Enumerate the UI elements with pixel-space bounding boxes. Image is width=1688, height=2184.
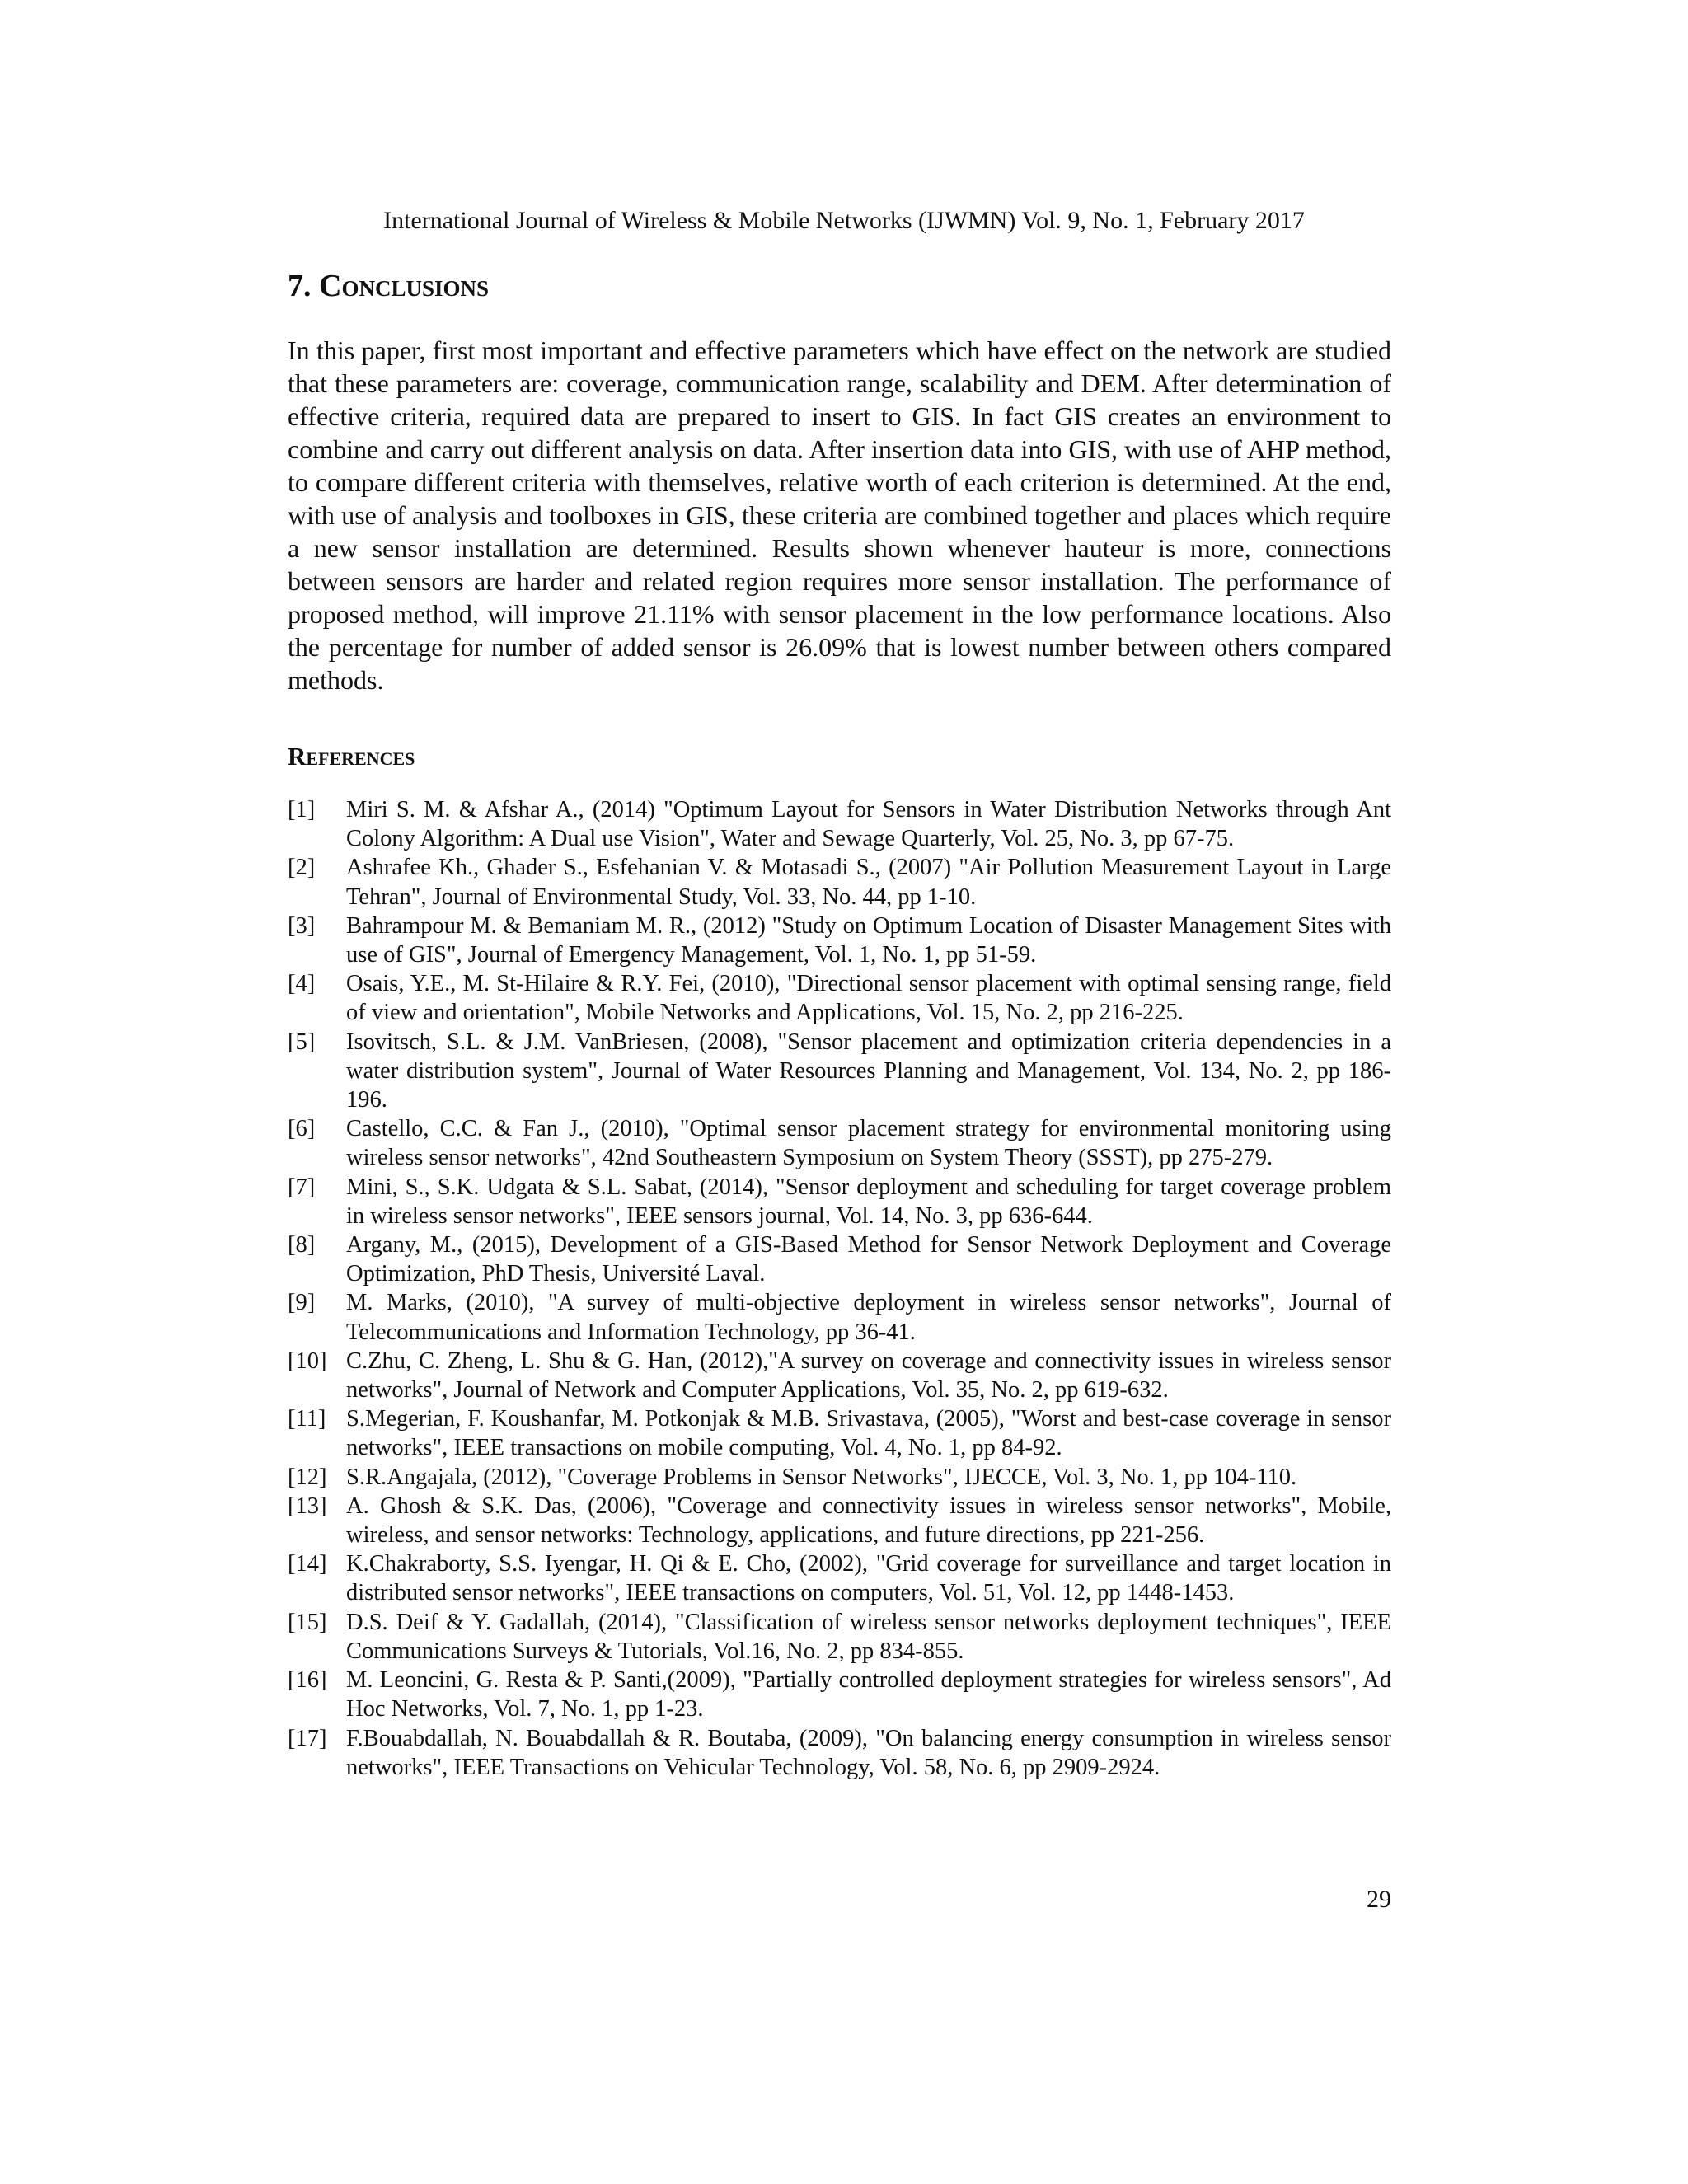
reference-text: Bahrampour M. & Bemaniam M. R., (2012) "Study on Optimum Location of Disaster Management Sites with use of GIS", Journal of Emergency Management, Vol. 1, No. 1, pp 51-59. xyxy=(346,912,1391,968)
reference-item xyxy=(288,1463,1391,1492)
reference-number: [9] xyxy=(288,1290,316,1316)
reference-item xyxy=(288,1028,1391,1115)
section-heading-conclusions xyxy=(288,265,1391,307)
reference-item xyxy=(288,912,1391,969)
section-title: Conclusions xyxy=(319,269,489,303)
running-header: International Journal of Wireless & Mobile Networks (IJWMN) Vol. 9, No. 1, February 2017 xyxy=(383,207,1305,234)
reference-number: [12] xyxy=(288,1464,327,1490)
reference-number: [3] xyxy=(288,912,316,939)
page-content xyxy=(288,265,1391,1782)
reference-text: A. Ghosh & S.K. Das, (2006), "Coverage and connectivity issues in wireless sensor networks", Mobile, wireless, and sensor networks: Technology, applications, and future directions, pp 221-256. xyxy=(346,1493,1391,1549)
reference-number: [1] xyxy=(288,797,316,823)
reference-number: [11] xyxy=(288,1406,326,1432)
reference-text: S.Megerian, F. Koushanfar, M. Potkonjak & M.B. Srivastava, (2005), "Worst and best-case coverage in sensor networks", IEEE transactions on mobile computing, Vol. 4, No. 1, pp 84-92. xyxy=(346,1406,1391,1461)
reference-item xyxy=(288,1404,1391,1462)
reference-item xyxy=(288,1549,1391,1607)
reference-item xyxy=(288,1347,1391,1404)
reference-text: C.Zhu, C. Zheng, L. Shu & G. Han, (2012),"A survey on coverage and connectivity issues in wireless sensor networks", Journal of Network and Computer Applications, Vol. 35, No. 2, pp 619-632. xyxy=(346,1347,1391,1404)
reference-number: [14] xyxy=(288,1551,327,1577)
reference-item xyxy=(288,1608,1391,1666)
reference-number: [13] xyxy=(288,1493,327,1519)
reference-text: Miri S. M. & Afshar A., (2014) "Optimum Layout for Sensors in Water Distribution Networks through Ant Colony Algorithm: A Dual use Vision", Water and Sewage Quarterly, Vol. 25, No. 3, pp 67-75. xyxy=(346,797,1391,852)
reference-text: S.R.Angajala, (2012), "Coverage Problems in Sensor Networks", IJECCE, Vol. 3, No. 1, pp 104-110. xyxy=(346,1464,1297,1490)
reference-item xyxy=(288,1724,1391,1782)
reference-number: [8] xyxy=(288,1232,316,1258)
reference-number: [15] xyxy=(288,1609,327,1635)
reference-number: [6] xyxy=(288,1116,316,1142)
reference-number: [5] xyxy=(288,1029,316,1055)
reference-number: [2] xyxy=(288,855,316,881)
reference-number: [4] xyxy=(288,971,316,997)
reference-item xyxy=(288,969,1391,1027)
reference-number: [7] xyxy=(288,1174,316,1200)
reference-text: F.Bouabdallah, N. Bouabdallah & R. Boutaba, (2009), "On balancing energy consumption in wireless sensor networks", IEEE Transactions on Vehicular Technology, Vol. 58, No. 6, pp 2909-2924. xyxy=(346,1725,1391,1780)
reference-item xyxy=(288,853,1391,911)
conclusions-paragraph: In this paper, first most important and effective parameters which have effect on the network are studied that these parameters are: coverage, communication range, scalability and DEM. After determination of effective criteria, required data are prepared to insert to GIS. In fact GIS creates an environment to combine and carry out different analysis on data. After insertion data into GIS, with use of AHP method, to compare different criteria with themselves, relative worth of each criterion is determined. At the end, with use of analysis and toolboxes in GIS, these criteria are combined together and places which require a new sensor installation are determined. Results shown whenever hauteur is more, connections between sensors are harder and related region requires more sensor installation. The performance of proposed method, will improve 21.11% with sensor placement in the low performance locations. Also the percentage for number of added sensor is 26.09% that is lowest number between others compared methods. xyxy=(288,335,1391,695)
page-number: 29 xyxy=(1367,1886,1391,1913)
reference-text: Castello, C.C. & Fan J., (2010), "Optimal sensor placement strategy for environmental monitoring using wireless sensor networks", 42nd Southeastern Symposium on System Theory (SSST), pp 275-279. xyxy=(346,1116,1391,1171)
reference-text: Ashrafee Kh., Ghader S., Esfehanian V. & Motasadi S., (2007) "Air Pollution Measurement Layout in Large Tehran", Journal of Environmental Study, Vol. 33, No. 44, pp 1-10. xyxy=(346,855,1391,910)
references-list xyxy=(288,795,1391,1782)
reference-item xyxy=(288,1288,1391,1346)
reference-text: Osais, Y.E., M. St-Hilaire & R.Y. Fei, (2010), "Directional sensor placement with optimal sensing range, field of view and orientation", Mobile Networks and Applications, Vol. 15, No. 2, pp 216-225. xyxy=(346,971,1391,1026)
reference-text: Isovitsch, S.L. & J.M. VanBriesen, (2008), "Sensor placement and optimization criteria dependencies in a water distribution system", Journal of Water Resources Planning and Management, Vol. 134, No. 2, pp 186-196. xyxy=(346,1029,1391,1113)
reference-text: M. Leoncini, G. Resta & P. Santi,(2009), "Partially controlled deployment strategies for wireless sensors", Ad Hoc Networks, Vol. 7, No. 1, pp 1-23. xyxy=(346,1667,1391,1722)
reference-text: Argany, M., (2015), Development of a GIS-Based Method for Sensor Network Deployment and Coverage Optimization, PhD Thesis, Université Laval. xyxy=(346,1232,1391,1287)
reference-text: Mini, S., S.K. Udgata & S.L. Sabat, (2014), "Sensor deployment and scheduling for target coverage problem in wireless sensor networks", IEEE sensors journal, Vol. 14, No. 3, pp 636-644. xyxy=(346,1174,1391,1229)
reference-number: [10] xyxy=(288,1347,327,1374)
reference-number: [17] xyxy=(288,1725,327,1751)
reference-item xyxy=(288,1230,1391,1288)
references-heading: References xyxy=(288,742,415,771)
reference-item xyxy=(288,1666,1391,1723)
reference-item xyxy=(288,1173,1391,1230)
reference-number: [16] xyxy=(288,1667,327,1694)
reference-text: K.Chakraborty, S.S. Iyengar, H. Qi & E. Cho, (2002), "Grid coverage for surveillance and target location in distributed sensor networks", IEEE transactions on computers, Vol. 51, Vol. 12, pp 1448-1453. xyxy=(346,1551,1391,1606)
reference-item xyxy=(288,795,1391,853)
reference-item xyxy=(288,1492,1391,1549)
reference-text: D.S. Deif & Y. Gadallah, (2014), "Classification of wireless sensor networks deployment techniques", IEEE Communications Surveys & Tutorials, Vol.16, No. 2, pp 834-855. xyxy=(346,1609,1391,1664)
reference-text: M. Marks, (2010), "A survey of multi-objective deployment in wireless sensor networks", Journal of Telecommunications and Information Technology, pp 36-41. xyxy=(346,1290,1391,1345)
reference-item xyxy=(288,1114,1391,1172)
section-number: 7. xyxy=(288,269,312,303)
